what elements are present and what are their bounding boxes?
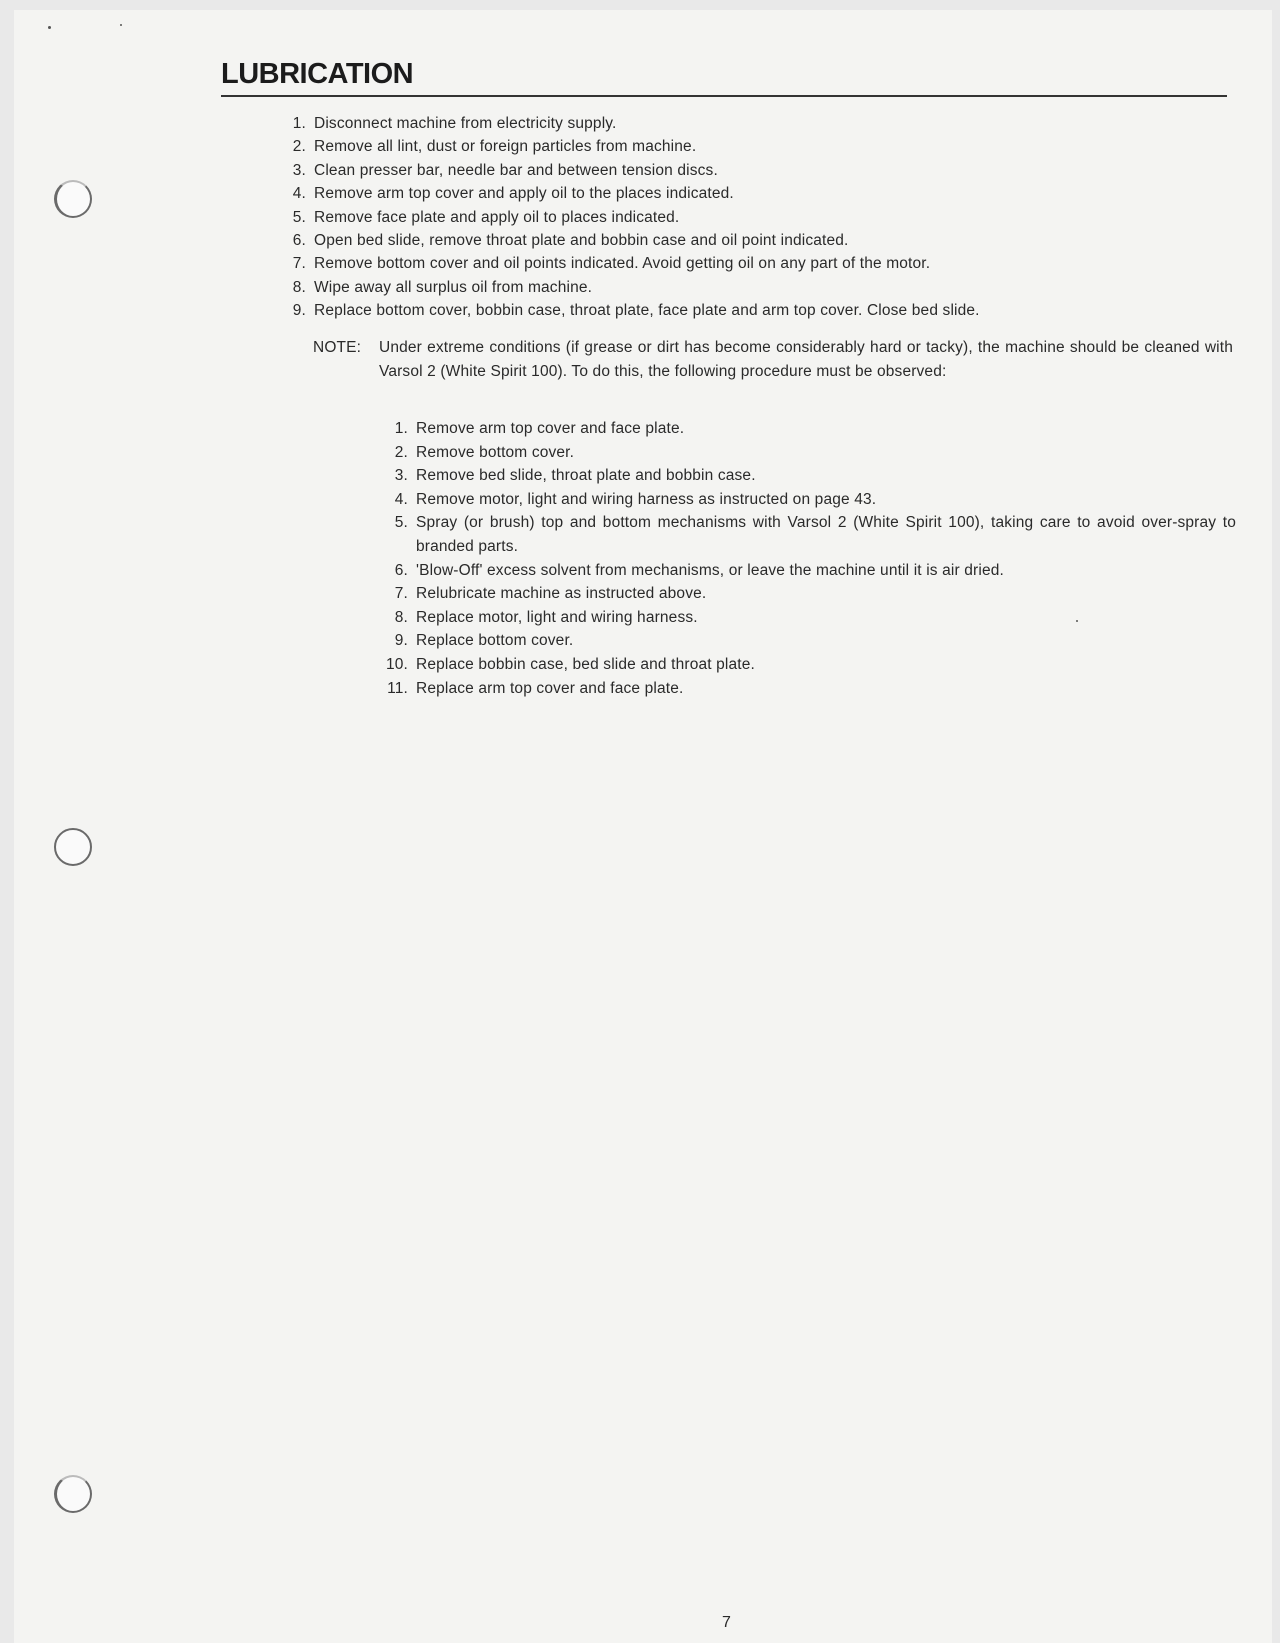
list-item [374, 653, 1236, 677]
step-number: 11. [387, 679, 408, 697]
step-number: 4. [394, 490, 408, 508]
step-text: Disconnect machine from electricity supply. [314, 115, 617, 132]
step-number: 1. [292, 115, 306, 132]
step-number: 2. [394, 443, 408, 461]
step-text: Replace motor, light and wiring harness. [416, 608, 698, 626]
title-underline [221, 95, 1227, 97]
step-number: 7. [292, 255, 306, 273]
step-text: Remove bed slide, throat plate and bobbin case. [416, 467, 756, 485]
list-item [280, 229, 1240, 252]
punch-hole-bottom [54, 1475, 92, 1513]
step-number: 6. [292, 231, 306, 249]
step-number: 5. [394, 514, 408, 532]
step-text: 'Blow-Off' excess solvent from mechanisms, or leave the machine until it is air dried. [416, 561, 1004, 579]
list-item [280, 135, 1240, 158]
list-item [374, 511, 1236, 558]
step-number: 10. [386, 655, 408, 673]
step-text: Remove bottom cover. [416, 443, 575, 461]
list-item [374, 441, 1236, 465]
step-text: Remove arm top cover and face plate. [416, 420, 685, 437]
list-item [374, 606, 1236, 630]
punch-hole-middle [54, 828, 92, 866]
step-text: Remove all lint, dust or foreign particles from machine. [314, 138, 697, 156]
step-text: Remove bottom cover and oil points indicated. Avoid getting oil on any part of the motor. [314, 255, 931, 273]
step-text: Replace bottom cover. [416, 632, 574, 650]
step-number: 1. [394, 420, 408, 437]
step-number: 9. [394, 632, 408, 650]
step-number: 3. [394, 467, 408, 485]
list-item [374, 582, 1236, 606]
step-text: Replace bobbin case, bed slide and throat plate. [416, 655, 755, 673]
list-item [374, 559, 1236, 583]
list-item [374, 677, 1236, 701]
paper-speck [120, 24, 122, 26]
cleaning-procedure-list [374, 417, 1236, 700]
step-text: Remove face plate and apply oil to places indicated. [314, 208, 680, 226]
step-text: Clean presser bar, needle bar and between tension discs. [314, 161, 718, 179]
list-item [280, 276, 1240, 299]
step-text: Remove motor, light and wiring harness as instructed on page 43. [416, 490, 877, 508]
note-label: NOTE: [313, 339, 362, 356]
step-number: 8. [394, 608, 408, 626]
step-text: Open bed slide, remove throat plate and bobbin case and oil point indicated. [314, 231, 849, 249]
list-item [280, 182, 1240, 205]
list-item [374, 629, 1236, 653]
step-number: 5. [292, 208, 306, 226]
step-number: 9. [292, 302, 306, 320]
page-title: LUBRICATION [221, 58, 414, 90]
step-number: 4. [292, 185, 306, 203]
step-number: 7. [394, 585, 408, 603]
paper-speck [48, 26, 51, 29]
list-item [374, 464, 1236, 488]
list-item [374, 417, 1236, 441]
list-item [374, 488, 1236, 512]
step-text: Replace arm top cover and face plate. [416, 679, 684, 697]
note-text: Under extreme conditions (if grease or dirt has become considerably hard or tacky), the machine should be cleaned with Varsol 2 (White Spirit 100). To do this, the following procedure must be observed: [379, 339, 1233, 380]
step-text: Relubricate machine as instructed above. [416, 585, 707, 603]
list-item [280, 112, 1240, 135]
page-number: 7 [722, 1614, 731, 1631]
list-item [280, 252, 1240, 275]
lubrication-steps-list [280, 112, 1240, 323]
step-text: Remove arm top cover and apply oil to the places indicated. [314, 185, 734, 203]
step-number: 6. [394, 561, 408, 579]
step-number: 8. [292, 278, 306, 296]
list-item [280, 159, 1240, 182]
step-number: 2. [292, 138, 306, 156]
step-text: Replace bottom cover, bobbin case, throat plate, face plate and arm top cover. Close bed slide. [314, 302, 980, 320]
step-text: Spray (or brush) top and bottom mechanisms with Varsol 2 (White Spirit 100), taking care to avoid over-spray to branded parts. [416, 514, 1236, 555]
step-number: 3. [292, 161, 306, 179]
step-text: Wipe away all surplus oil from machine. [314, 278, 593, 296]
list-item [280, 299, 1240, 322]
list-item [280, 206, 1240, 229]
punch-hole-top [54, 180, 92, 218]
